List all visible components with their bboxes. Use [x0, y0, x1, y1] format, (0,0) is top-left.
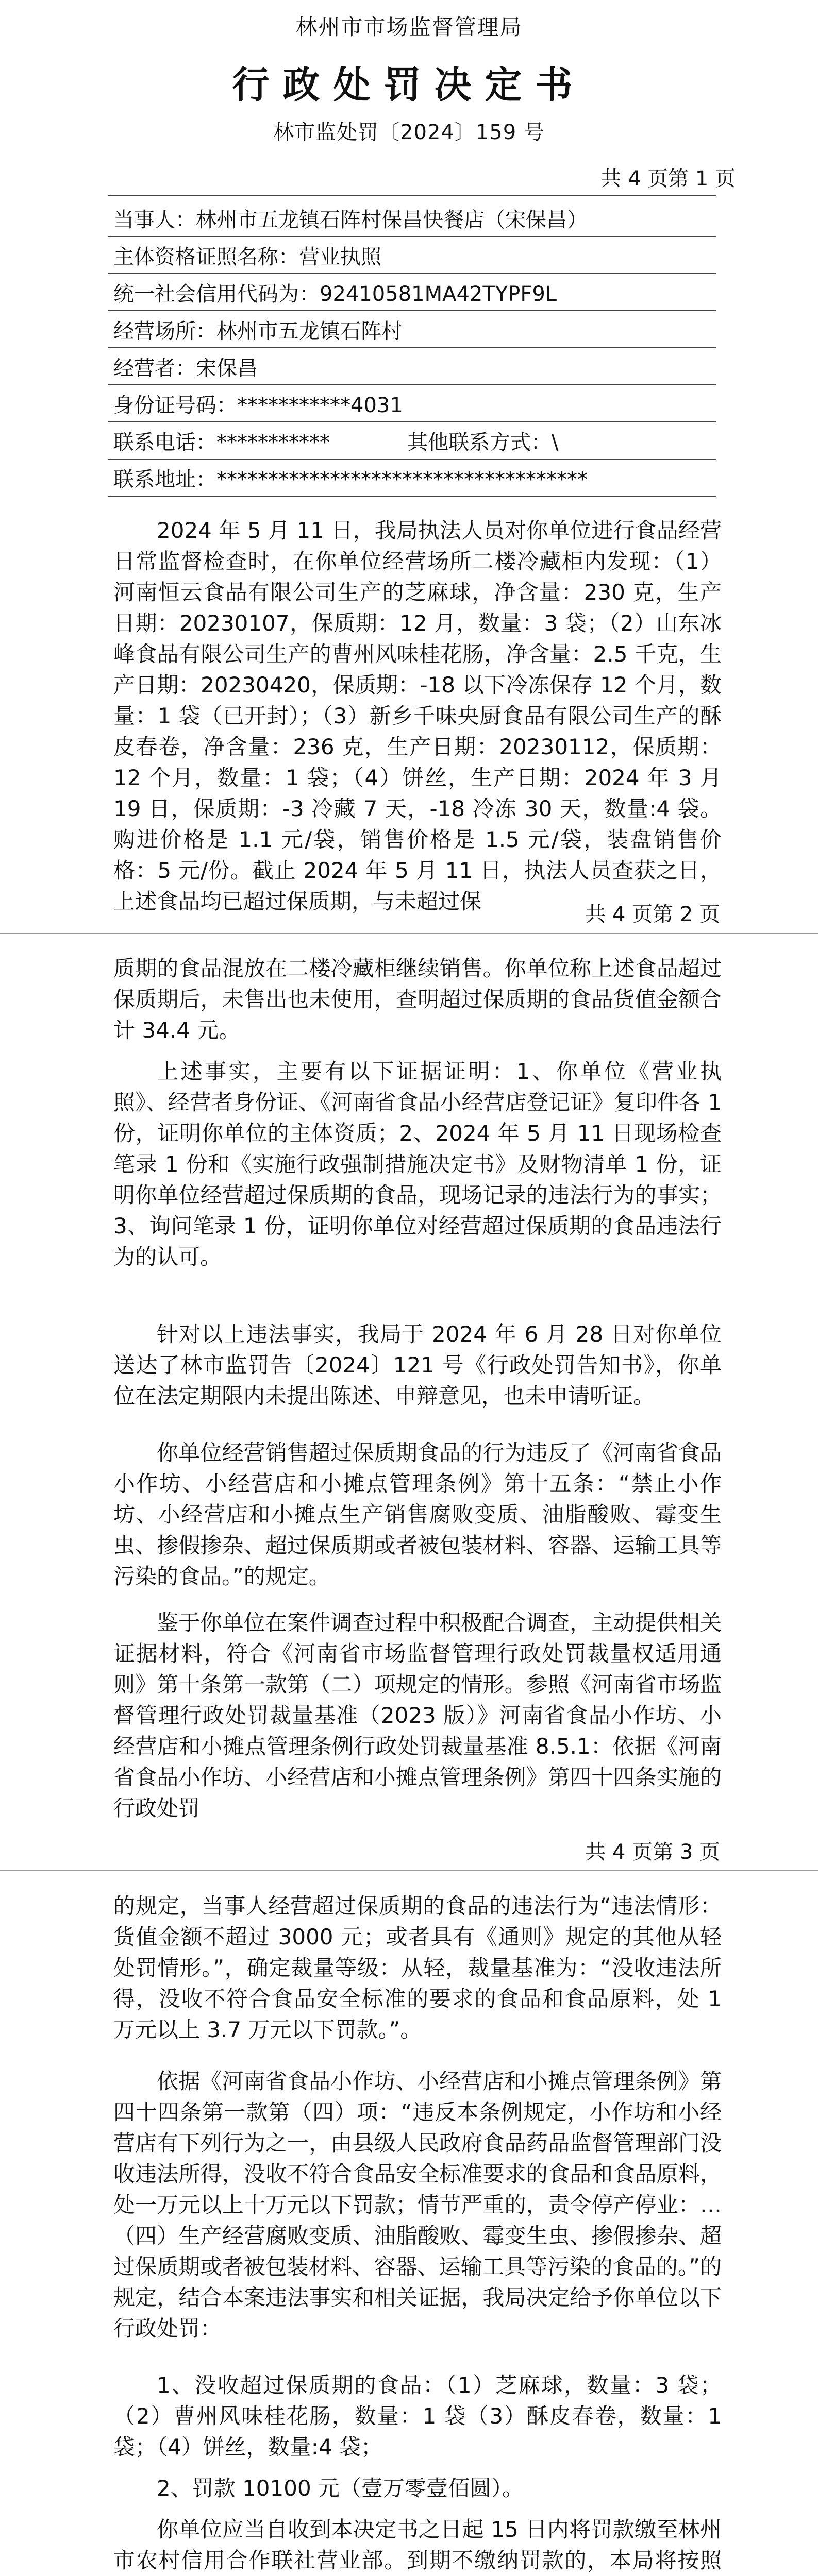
document-title: 行政处罚决定书: [232, 63, 586, 107]
document-number: 林市监处罚〔2024〕159 号: [273, 121, 545, 144]
body-paragraph-continued: 的规定，当事人经营超过保质期的食品的违法行为“违法情形：货值金额不超过 3000 元；或者具有《通则》规定的其他从轻处罚情形。”，确定裁量等级：从轻，裁量基准为：“没收违法所得，没收不符合食品安全标准的要求的食品和食品原料，处 1 万元以上 3.7 万元以下罚款。”。: [113, 1893, 722, 2042]
page-separator: [0, 933, 818, 934]
body-paragraph-facts: 2024 年 5 月 11 日，我局执法人员对你单位进行食品经营日常监督检查时，在你单位经营场所二楼冷藏柜内发现：（1）河南恒云食品有限公司生产的芝麻球，净含量：230 克，生产日期：20230107，保质期：12 月，数量：3 袋；（2）山东冰峰食品有限公司生产的曹州风味桂花肠，净含量：2.5 千克，生产日期：20230420，保质期：-18 以下冷冻保存 12 个月，数量：1 袋（已开封）；（3）新乡千味央厨食品有限公司生产的酥皮春卷，净含量：236 克，生产日期：20230112，保质期：12 个月，数量：1 袋；（4）饼丝，生产日期：2024 年 3 月 19 日，保质期：-3 冷藏 7 天，-18 冷冻 30 天，数量:4 袋。购进价格是 1.1 元/袋，销售价格是 1.5 元/袋，装盘销售价格：5 元/份。截止 2024 年 5 月 11 日，执法人员查获之日，上述食品均已超过保质期，与未超过保: [113, 518, 722, 914]
row-divider: [108, 236, 716, 237]
body-paragraph-continued: 质期的食品混放在二楼冷藏柜继续销售。你单位称上述食品超过保质期后，未售出也未使用，查明超过保质期的食品货值金额合计 34.4 元。: [113, 956, 722, 1043]
page-indicator: 共 4 页第 1 页: [600, 167, 736, 191]
page-indicator: 共 4 页第 3 页: [585, 1840, 720, 1864]
row-divider: [108, 384, 716, 385]
party-other-contact: 其他联系方式：\: [407, 431, 559, 454]
penalty-item-fine: 2、罚款 10100 元（壹万零壹佰圆）。: [157, 2476, 524, 2501]
issuing-authority: 林州市市场监督管理局: [295, 14, 523, 40]
party-id-number: 身份证号码：***********4031: [113, 394, 403, 417]
body-paragraph-payment: 你单位应当自收到本决定书之日起 15 日内将罚款缴至林州市农村信用合作联社营业部。到期不缴纳罚款的，本局将按照: [113, 2517, 722, 2573]
party-cert-type: 主体资格证照名称：营业执照: [113, 245, 381, 269]
body-paragraph-evidence: 上述事实，主要有以下证据证明：1、你单位《营业执照》、经营者身份证、《河南省食品小经营店登记证》复印件各 1 份，证明你单位的主体资质；2、2024 年 5 月 11 日现场检查笔录 1 份和《实施行政强制措施决定书》及财物清单 1 份，证明你单位经营超过保质期的食品，现场记录的违法行为的事实；3、询问笔录 1 份，证明你单位对经营超过保质期的食品违法行为的认可。: [113, 1059, 722, 1269]
body-paragraph-mitigation: 鉴于你单位在案件调查过程中积极配合调查，主动提供相关证据材料，符合《河南省市场监督管理行政处罚裁量权适用通则》第十条第一款第（二）项规定的情形。参照《河南省市场监督管理行政处罚裁量基准（2023 版）》河南省食品小作坊、小经营店和小摊点管理条例行政处罚裁量基准 8.5.1：依据《河南省食品小作坊、小经营店和小摊点管理条例》第四十四条实施的行政处罚: [113, 1610, 722, 1821]
row-divider: [108, 273, 716, 274]
page-separator: [0, 1870, 818, 1871]
page-indicator: 共 4 页第 2 页: [585, 903, 720, 926]
party-name: 当事人：林州市五龙镇石阵村保昌快餐店（宋保昌）: [113, 208, 588, 232]
party-phone: 联系电话：***********: [113, 431, 330, 454]
row-divider: [108, 496, 716, 497]
body-paragraph-notice: 针对以上违法事实，我局于 2024 年 6 月 28 日对你单位送达了林市监罚告〔2024〕121 号《行政处罚告知书》，你单位在法定期限内未提出陈述、申辩意见，也未申请听证。: [113, 1321, 722, 1409]
row-divider: [108, 310, 716, 311]
header-divider: [108, 195, 716, 196]
party-address: 经营场所：林州市五龙镇石阵村: [113, 319, 402, 343]
body-paragraph-violation: 你单位经营销售超过保质期食品的行为违反了《河南省食品小作坊、小经营店和小摊点管理条例》第十五条：“禁止小作坊、小经营店和小摊点生产销售腐败变质、油脂酸败、霉变生虫、掺假掺杂、超过保质期或者被包装材料、容器、运输工具等污染的食品。”的规定。: [113, 1440, 722, 1589]
row-divider: [108, 347, 716, 348]
row-divider: [108, 421, 716, 422]
row-divider: [108, 459, 716, 460]
party-operator: 经营者：宋保昌: [113, 357, 258, 380]
party-credit-code: 统一社会信用代码为：92410581MA42TYPF9L: [113, 282, 557, 306]
penalty-item-confiscation: 1、没收超过保质期的食品：（1）芝麻球，数量：3 袋；（2）曹州风味桂花肠，数量：1 袋（3）酥皮春卷，数量：1 袋；（4）饼丝，数量:4 袋；: [113, 2372, 722, 2460]
party-contact-address: 联系地址：************************************: [113, 468, 588, 492]
body-paragraph-legal-basis: 依据《河南省食品小作坊、小经营店和小摊点管理条例》第四十四条第一款第（四）项：“违反本条例规定，小作坊和小经营店有下列行为之一，由县级人民政府食品药品监督管理部门没收违法所得，没收不符合食品安全标准要求的食品和食品原料，处一万元以上十万元以下罚款；情节严重的，责令停产停业：…（四）生产经营腐败变质、油脂酸败、霉变生虫、掺假掺杂、超过保质期或者被包装材料、容器、运输工具等污染的食品的。”的规定，结合本案违法事实和相关证据，我局决定给予你单位以下行政处罚：: [113, 2069, 722, 2341]
